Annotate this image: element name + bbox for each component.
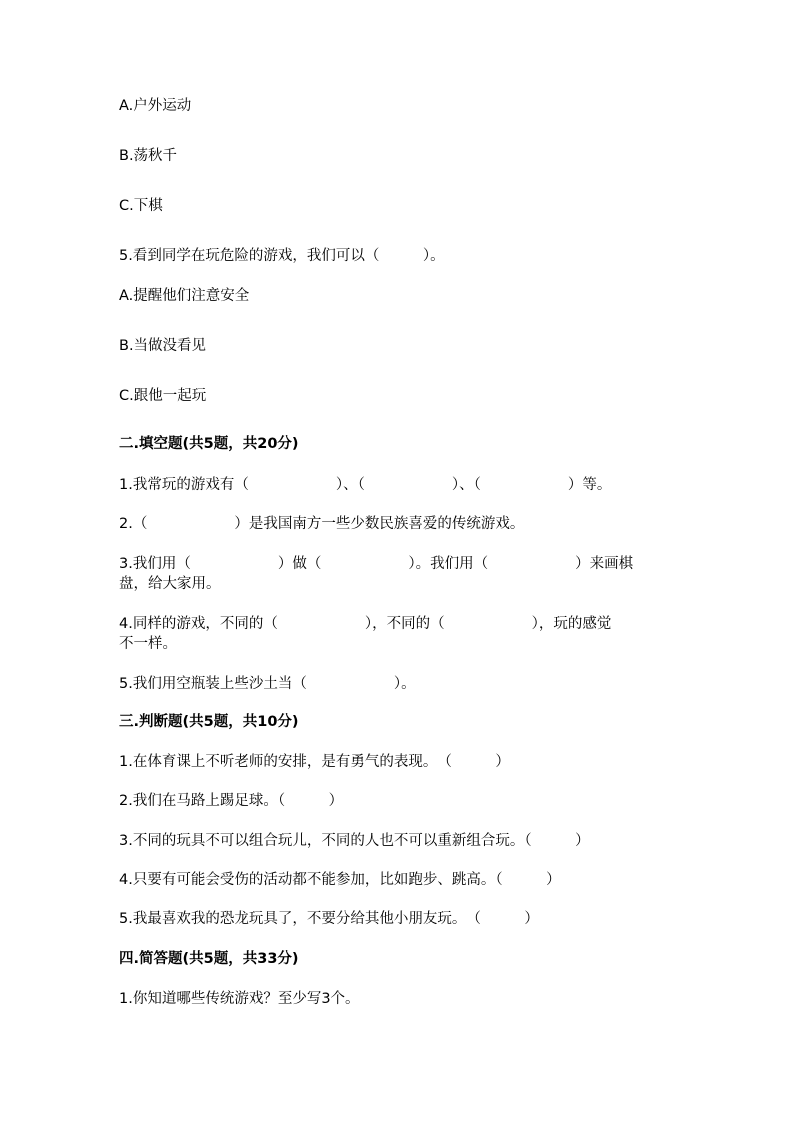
q5-option-c: C.跟他一起玩 [119,388,207,404]
tf-question-3: 3.不同的玩具不可以组合玩儿，不同的人也不可以重新组合玩。（ ） [119,833,590,849]
option-c: C.下棋 [119,198,163,214]
option-b: B.荡秋千 [119,148,178,164]
tf-question-1: 1.在体育课上不听老师的安排，是有勇气的表现。 （ ） [119,754,510,770]
tf-question-2: 2.我们在马路上踢足球。（ ） [119,793,344,809]
fill-question-3: 3.我们用（ ）做（ ）。我们用（ ）来画棋 [119,556,634,572]
fill-question-4-cont: 不一样。 [119,636,177,652]
fill-question-1: 1.我常玩的游戏有（ ）、（ ）、（ ）等。 [119,477,612,493]
section-heading-true-false: 三.判断题(共5题，共10分) [119,714,299,730]
tf-question-4: 4.只要有可能会受伤的活动都不能参加，比如跑步、跳高。（ ） [119,872,561,888]
fill-question-3-cont: 盘，给大家用。 [119,576,221,592]
fill-question-2: 2.（ ）是我国南方一些少数民族喜爱的传统游戏。 [119,516,525,532]
section-heading-short-answer: 四.简答题(共5题，共33分) [119,951,299,967]
fill-question-5: 5.我们用空瓶装上些沙土当（ ）。 [119,676,416,692]
q5-option-a: A.提醒他们注意安全 [119,288,250,304]
section-heading-fill-in: 二.填空题(共5题，共20分) [119,436,299,452]
tf-question-5: 5.我最喜欢我的恐龙玩具了，不要分给其他小朋友玩。 （ ） [119,911,539,927]
sa-question-1: 1.你知道哪些传统游戏？至少写3个。 [119,991,360,1007]
q5-option-b: B.当做没看见 [119,338,207,354]
fill-question-4: 4.同样的游戏，不同的（ ），不同的（ ），玩的感觉 [119,616,612,632]
option-a: A.户外运动 [119,98,192,114]
question-5: 5.看到同学在玩危险的游戏，我们可以（ ）。 [119,248,445,264]
